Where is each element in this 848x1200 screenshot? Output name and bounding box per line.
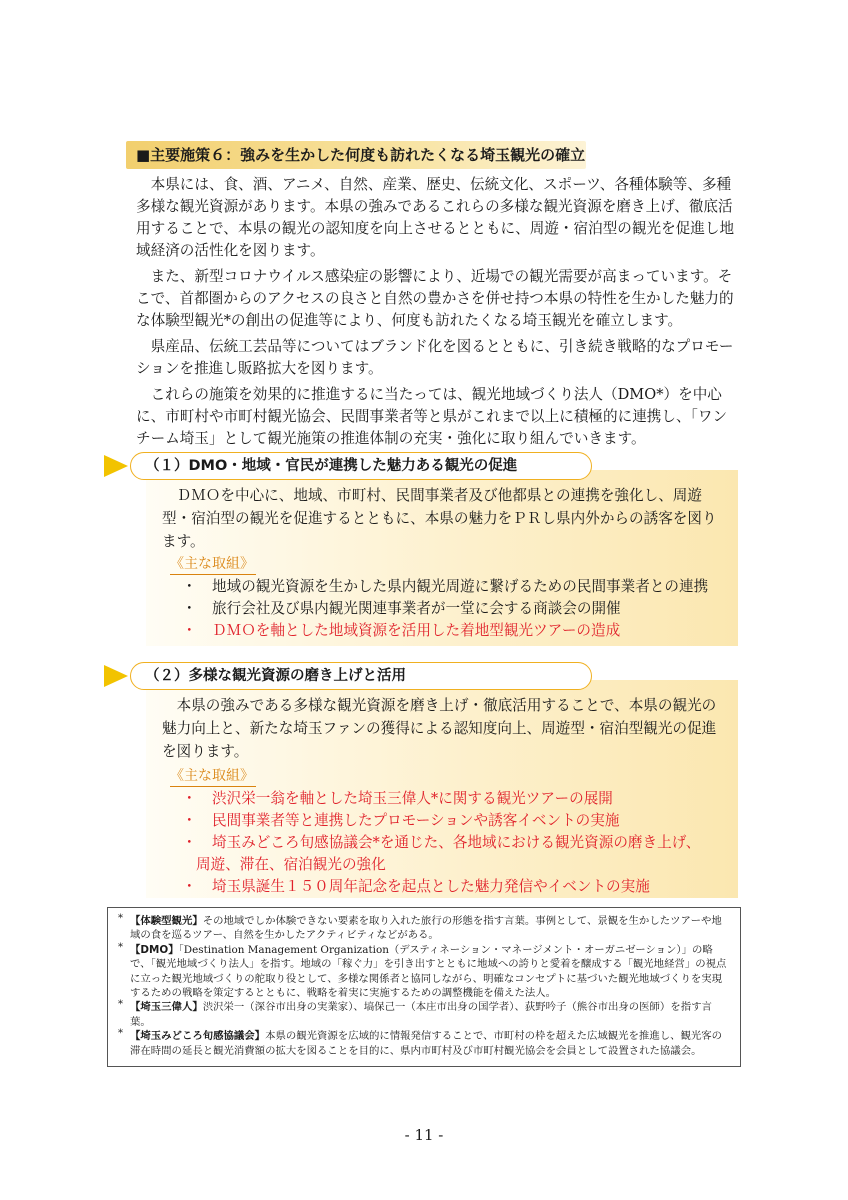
page-number: - 11 - [404, 1126, 444, 1144]
section-title-1: （１）DMO・地域・官民が連携した魅力ある観光の促進 [130, 452, 592, 480]
intro-paragraph: 県産品、伝統工芸品等についてはブランド化を図るとともに、引き続き戦略的なプロモーションを推進し販路拡大を図ります。 [136, 338, 734, 377]
glossary-term: 【体験型観光】 [130, 915, 203, 927]
section-title-2: （２）多様な観光資源の磨き上げと活用 [130, 662, 592, 690]
section-body: ＤＭＯを中心に、地域、市町村、民間事業者及び他都県との連携を強化し、周遊型・宿泊型の観光を促進するとともに、本県の魅力をＰＲし県内外からの誘客を図ります。 [162, 487, 717, 550]
measure-section-1 [146, 470, 738, 646]
action-item: ・ 旅行会社及び県内観光関連事業者が一堂に会する商談会の開催 [182, 598, 708, 620]
action-item-highlighted: ・ 埼玉県誕生１５０周年記念を起点とした魅力発信やイベントの実施 [182, 876, 700, 898]
measure-section-2 [146, 680, 738, 898]
sub-heading: 《主な取組》 [170, 554, 256, 575]
glossary-definition: その地域でしか体験できない要素を取り入れた旅行の形態を指す言葉。事例として、景観を生かしたツアーや地域の食を巡るツアー、自然を生かしたアクティビティなどがある。 [130, 915, 722, 942]
glossary-box [107, 907, 741, 1067]
glossary-definition: 渋沢栄一（深谷市出身の実業家）、塙保己一（本庄市出身の国学者）、荻野吟子（熊谷市出身の医師）を指す言葉。 [130, 1001, 712, 1028]
action-list [182, 576, 708, 642]
section-body: 本県の強みである多様な観光資源を磨き上げ・徹底活用することで、本県の観光の魅力向上と、新たな埼玉ファンの獲得による認知度向上、周遊型・宿泊型観光の促進を図ります。 [162, 697, 717, 760]
glossary-entry [118, 914, 732, 943]
triangle-arrow-icon [104, 665, 128, 687]
glossary-entry [118, 943, 732, 1001]
action-item-highlighted: ・ 渋沢栄一翁を軸とした埼玉三偉人*に関する観光ツアーの展開 [182, 788, 700, 810]
action-item-highlighted: ・ 民間事業者等と連携したプロモーションや誘客イベントの実施 [182, 810, 700, 832]
intro-paragraph: 本県には、食、酒、アニメ、自然、産業、歴史、伝統文化、スポーツ、各種体験等、多種多様な観光資源があります。本県の強みであるこれらの多様な観光資源を磨き上げ、徹底活用することで、本県の観光の認知度を向上させるとともに、周遊・宿泊型の観光を促進し地域経済の活性化を図ります。 [136, 176, 735, 259]
action-item-highlighted: ・ 埼玉みどころ旬感協議会*を通じた、各地域における観光資源の磨き上げ、 [182, 832, 700, 854]
action-item: ・ 地域の観光資源を生かした県内観光周遊に繋げるための民間事業者との連携 [182, 576, 708, 598]
intro-paragraph: また、新型コロナウイルス感染症の影響により、近場での観光需要が高まっています。そこで、首都圏からのアクセスの良さと自然の豊かさを併せ持つ本県の特性を生かした魅力的な体験型観光*の創出の促進等により、何度も訪れたくなる埼玉観光を確立します。 [136, 268, 734, 329]
glossary-term: 【DMO】 [130, 943, 179, 956]
action-list [182, 788, 700, 898]
intro-text [136, 174, 736, 454]
section-heading: ■主要施策６：強みを生かした何度も訪れたくなる埼玉観光の確立 [126, 141, 586, 169]
glossary-term: 【埼玉三偉人】 [130, 1001, 203, 1014]
intro-paragraph: これらの施策を効果的に推進するに当たっては、観光地域づくり法人（DMO*）を中心に、市町村や市町村観光協会、民間事業者等と県がこれまで以上に積極的に連携し、「ワンチーム埼玉」として観光施策の推進体制の充実・強化に取り組んでいきます。 [136, 386, 728, 447]
glossary-term: 【埼玉みどころ旬感協議会】 [130, 1030, 266, 1043]
glossary-definition: 本県の観光資源を広域的に情報発信することで、市町村の枠を超えた広域観光を推進し、観光客の滞在時間の延長と観光消費額の拡大を図ることを目的に、県内市町村及び市町村観光協会を会員として設置された協議会。 [130, 1030, 723, 1057]
glossary-definition: 「Destination Management Organization（デスティネーション・マネージメント・オーガニゼーション）」の略で、「観光地域づくり法人」を指す。地域の「稼ぐ力」を引き出すとともに地域への誇りと愛着を醸成する「観光地経営」の視点に立った観光地域づくりの舵取り役として、多様な関係者と協同しながら、明確なコンセプトに基づいた観光地域づくりを実現するための戦略を策定するとともに、戦略を着実に実施するための調整機能を備えた法人。 [130, 943, 727, 1000]
glossary-entry [118, 1029, 732, 1058]
sub-heading: 《主な取組》 [170, 766, 256, 787]
triangle-arrow-icon [104, 455, 128, 477]
action-item-highlighted: ・ ＤＭＯを軸とした地域資源を活用した着地型観光ツアーの造成 [182, 620, 708, 642]
action-item-continuation: 周遊、滞在、宿泊観光の強化 [196, 856, 386, 873]
glossary-entry [118, 1000, 732, 1029]
